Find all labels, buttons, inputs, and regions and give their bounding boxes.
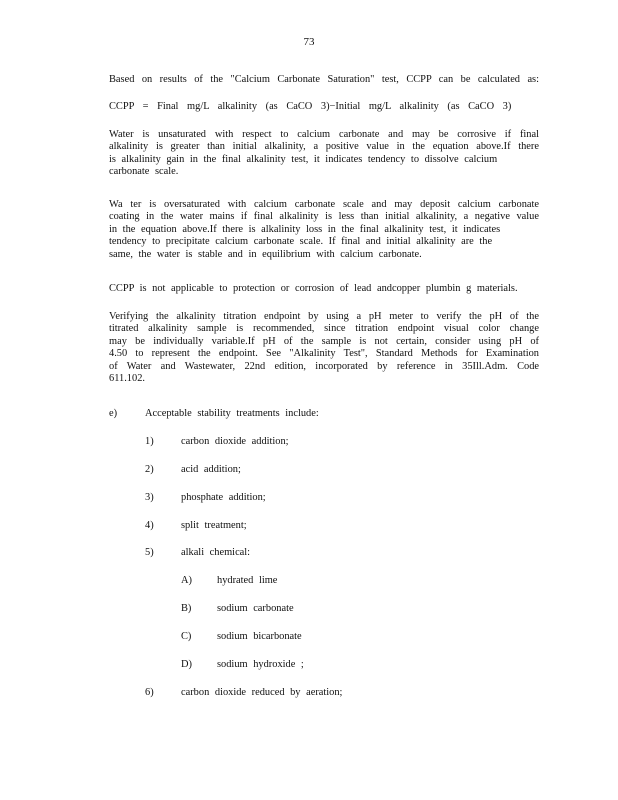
- ccpp-formula: CCPP = Final mg/L alkalinity (as CaCO 3)−Initial mg/L alkalinity (as CaCO 3): [109, 101, 512, 112]
- paragraph-oversaturated: [109, 199, 539, 261]
- list-item-text: acid addition;: [181, 464, 241, 475]
- list-item-marker: 3): [145, 492, 154, 503]
- sub-list-item-marker: D): [181, 659, 192, 670]
- sub-list-item-text: sodium carbonate: [217, 603, 294, 614]
- sub-list-item-marker: B): [181, 603, 192, 614]
- verifying-line-1: Verifying the alkalinity titration endpoint by using a pH meter to verify the pH of the: [109, 311, 539, 322]
- unsaturated-line-2: alkalinity is greater than initial alkalinity, a positive value in the equation above.If there: [109, 141, 539, 153]
- list-item-text: split treatment;: [181, 520, 247, 531]
- verifying-line-3: may be individually variable.If pH of the sample is not certain, consider using pH of: [109, 335, 539, 347]
- not-applicable-text: CCPP is not applicable to protection or corrosion of lead andcopper plumbin g materials.: [109, 283, 518, 294]
- verifying-line-5: of Water and Wastewater, 22nd edition, incorporated by reference in 35Ill.Adm. Code: [109, 360, 539, 372]
- oversaturated-line-1: Wa ter is oversaturated with calcium carbonate scale and may deposit calcium carbonate: [109, 199, 539, 210]
- list-item-text: carbon dioxide addition;: [181, 436, 289, 447]
- page-number: 73: [303, 36, 315, 48]
- sub-list-item-text: sodium hydroxide ;: [217, 659, 304, 670]
- section-e-heading-text: Acceptable stability treatments include:: [145, 408, 319, 419]
- intro-text: Based on results of the "Calcium Carbonate Saturation" test, CCPP can be calculated as:: [109, 74, 539, 85]
- paragraph-verifying: [109, 311, 539, 385]
- sub-list-item-marker: C): [181, 631, 192, 642]
- unsaturated-line-3: is alkalinity gain in the final alkalinity test, it indicates tendency to dissolve calcium: [109, 153, 498, 165]
- paragraph-intro: [109, 74, 539, 86]
- oversaturated-line-4: tendency to precipitate calcium carbonate scale. If final and initial alkalinity are the: [109, 236, 493, 248]
- list-item-marker: 1): [145, 436, 154, 447]
- list-item-text: alkali chemical:: [181, 547, 251, 558]
- unsaturated-line-4: carbonate scale.: [109, 166, 179, 178]
- paragraph-unsaturated: [109, 129, 539, 179]
- verifying-line-4: 4.50 to represent the endpoint. See "Alkalinity Test", Standard Methods for Examination: [109, 348, 539, 360]
- sub-list-item-text: sodium bicarbonate: [217, 631, 302, 642]
- section-e-marker: e): [109, 408, 118, 419]
- paragraph-not-applicable: [109, 283, 539, 295]
- list-item-text: phosphate addition;: [181, 492, 266, 503]
- sub-list-item-text: hydrated lime: [217, 575, 278, 586]
- list-item-marker: 4): [145, 520, 154, 531]
- list-item-marker: 5): [145, 547, 154, 558]
- verifying-line-2: titrated alkalinity sample is recommended, since titration endpoint visual color change: [109, 323, 539, 335]
- sub-list-item-marker: A): [181, 575, 192, 586]
- list-item-marker: 6): [145, 687, 154, 698]
- paragraph-formula: [109, 101, 539, 113]
- oversaturated-line-5: same, the water is stable and in equilibrium with calcium carbonate.: [109, 248, 422, 260]
- unsaturated-line-1: Water is unsaturated with respect to calcium carbonate and may be corrosive if final: [109, 129, 539, 140]
- list-item-marker: 2): [145, 464, 154, 475]
- oversaturated-line-3: in the equation above.If there is alkalinity loss in the final alkalinity test, it indicates: [109, 223, 501, 235]
- list-item-text: carbon dioxide reduced by aeration;: [181, 687, 343, 698]
- verifying-line-6: 611.102.: [109, 373, 145, 385]
- oversaturated-line-2: coating in the water mains if final alkalinity is less than initial alkalinity, a negative value: [109, 211, 539, 223]
